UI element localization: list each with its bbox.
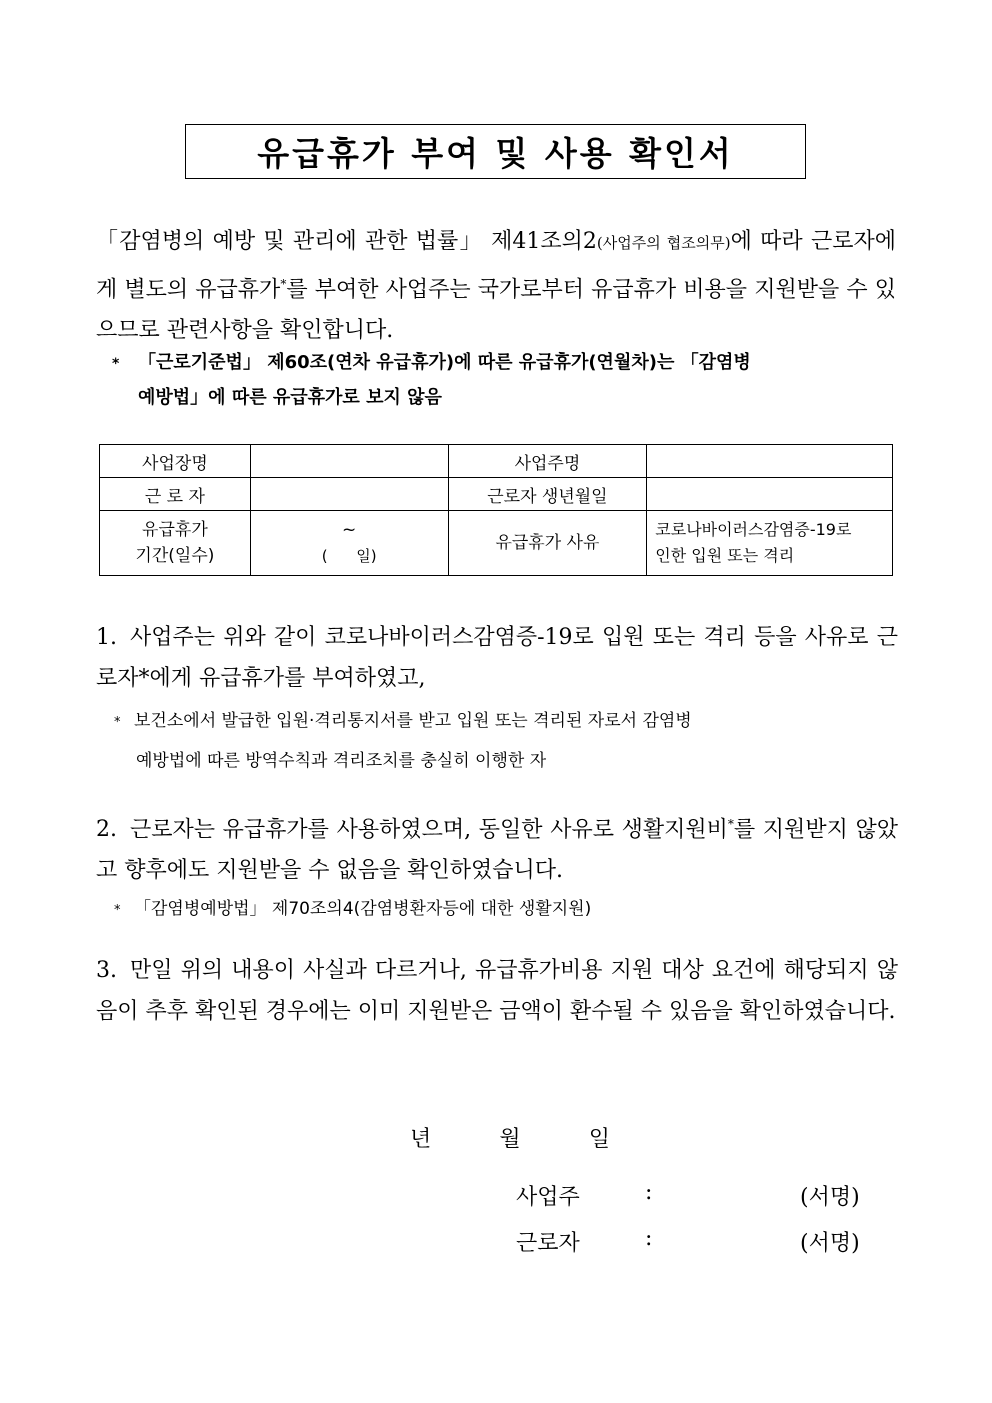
item-3-text: 만일 위의 내용이 사실과 다르거나, 유급휴가비용 지원 대상 요건에 해당되지 않음이 추후 확인된 경우에는 이미 지원받은 금액이 환수될 수 있음을 확인하였습니다. [96,958,898,1024]
worker-signature[interactable]: (서명) [800,1231,860,1256]
employer-name-field[interactable] [647,445,893,478]
bold-note-star: * [112,356,120,372]
employer-sign-colon: : [645,1180,653,1205]
item-3-number: 3. [96,958,117,983]
item-2: 2. 근로자는 유급휴가를 사용하였으며, 동일한 사유로 생활지원비*를 지원받지 않았고 향후에도 지원받을 수 없음을 확인하였습니다. [96,804,898,891]
intro-star: * [280,277,287,291]
table-row [100,445,893,478]
employer-signature[interactable]: (서명) [800,1185,860,1210]
info-table [99,444,893,576]
item-1 [96,617,898,699]
intro-text-a: 에 따라 근로자에게 별도의 유급휴가 [96,229,896,303]
date-line [410,1122,610,1153]
worker-label: 근 로 자 [100,478,251,511]
item-1-note-star: * [114,715,121,730]
table-row [100,478,893,511]
item-2-number: 2. [96,817,117,843]
intro-law: 「감염병의 예방 및 관리에 관한 법률」 제41조의2 [96,229,597,254]
date-year[interactable]: 년 [410,1127,432,1152]
employer-name-label: 사업주명 [448,445,647,478]
period-days: ( 일) [321,547,377,565]
date-day[interactable]: 일 [588,1127,610,1152]
bold-note [112,346,898,415]
period-field[interactable] [250,511,448,576]
business-name-label: 사업장명 [100,445,251,478]
intro-text-b: 를 부여한 사업주는 국가로부터 유급휴가 비용을 지원받을 수 있으므로 관련사항을 확인합니다. [96,277,896,344]
item-2-star: * [727,817,734,831]
item-1-number: 1. [96,625,117,650]
item-2-note: * 「감염병예방법」 제70조의4(감염병환자등에 대한 생활지원) [114,890,898,930]
item-1-text: 사업주는 위와 같이 코로나바이러스감염증-19로 입원 또는 격리 등을 사유로 근로자*에게 유급휴가를 부여하였고, [96,625,898,691]
date-month[interactable]: 월 [499,1127,521,1152]
worker-sign-label: 근로자 [516,1231,580,1256]
business-name-field[interactable] [250,445,448,478]
item-2-note-star: * [114,903,121,918]
period-tilde: ~ [342,520,357,540]
table-row [100,511,893,576]
birthdate-field[interactable] [647,478,893,511]
period-label: 유급휴가 기간(일수) [100,511,251,576]
birthdate-label: 근로자 생년월일 [448,478,647,511]
bold-note-line2: 예방법」에 따른 유급휴가로 보지 않음 [138,387,442,408]
worker-field[interactable] [250,478,448,511]
worker-sign-colon: : [645,1226,653,1251]
item-3 [96,950,898,1032]
intro-law-sub: (사업주의 협조의무) [596,234,731,252]
reason-label: 유급휴가 사유 [448,511,647,576]
employer-sign-label: 사업주 [516,1185,580,1210]
item-1-note: * 보건소에서 발급한 입원·격리통지서를 받고 입원 또는 격리된 자로서 감염병 예방법에 따른 방역수칙과 격리조치를 충실히 이행한 자 [114,702,898,780]
reason-value: 코로나바이러스감염증-19로 인한 입원 또는 격리 [647,511,893,576]
intro-paragraph [96,221,896,351]
bold-note-line1: * 「근로기준법」 제60조(연차 유급휴가)에 따른 유급휴가(연월차)는 「감염병 [112,346,898,381]
document-title: 유급휴가 부여 및 사용 확인서 [185,124,806,179]
